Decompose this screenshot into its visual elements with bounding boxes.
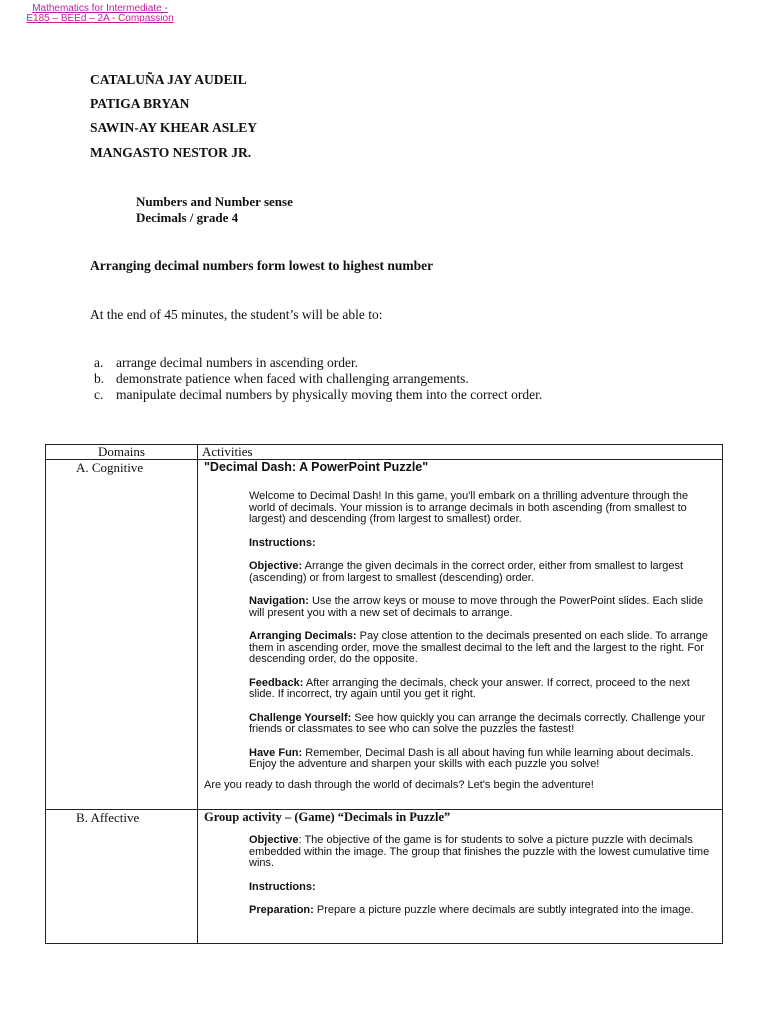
game-intro: Welcome to Decimal Dash! In this game, you'll embark on a thrilling adventure through the world of decimals. Your mission is to arrange decimals in both ascending (from smallest to largest) and descending (from largest to smallest) order. — [249, 490, 689, 525]
preparation-text: Prepare a picture puzzle where decimals are subtly integrated into the image. — [313, 904, 694, 916]
preparation-item — [249, 905, 716, 917]
game-closing: Are you ready to dash through the world of decimals? Let's begin the adventure! — [204, 778, 594, 791]
instruction-text: Use the arrow keys or mouse to move through the PowerPoint slides. Each slide will present you with a new set of decimals to arrange. — [249, 595, 704, 619]
domain-affective: B. Affective — [46, 810, 198, 944]
lesson-title: Arranging decimal numbers form lowest to highest number — [90, 258, 434, 273]
table-row-affective — [46, 810, 723, 944]
author-name: PATIGA BRYAN — [90, 96, 190, 111]
objective-marker: b. — [94, 371, 105, 386]
activity-affective — [198, 810, 723, 944]
instructions-heading: Instructions: — [249, 880, 316, 893]
table-row-cognitive — [46, 460, 723, 810]
game-description — [249, 491, 716, 771]
objective-item — [94, 387, 542, 403]
objective-text: arrange decimal numbers in ascending order. — [116, 355, 359, 370]
instruction-item — [249, 678, 716, 701]
objective-item — [94, 371, 469, 387]
instruction-item — [249, 713, 716, 736]
instruction-label: Arranging Decimals: — [249, 630, 357, 642]
instruction-text: See how quickly you can arrange the decimals correctly. Challenge your friends or classmates to see who can solve the puzzles the fastest! — [249, 711, 706, 735]
course-header-line2[interactable]: E185 – BEEd – 2A - Compassion — [26, 13, 174, 24]
objective-text: manipulate decimal numbers by physically moving them into the correct order. — [116, 387, 543, 402]
preparation-label: Preparation: — [249, 904, 314, 916]
author-name: MANGASTO NESTOR JR. — [90, 145, 252, 160]
author-name: CATALUÑA JAY AUDEIL — [90, 72, 247, 87]
domains-header: Domains — [46, 445, 198, 460]
objective-item — [94, 355, 358, 371]
instruction-label: Navigation: — [249, 595, 309, 607]
course-header — [0, 4, 200, 24]
instruction-label: Feedback: — [249, 676, 304, 689]
instruction-text: Pay close attention to the decimals presented on each slide. To arrange them in ascending order, move the smallest decimal to the left and the largest to the right. For descending order, do the opposite. — [249, 630, 708, 665]
instruction-item — [249, 561, 716, 584]
subject-level: Decimals / grade 4 — [136, 210, 239, 225]
activities-header: Activities — [198, 445, 723, 460]
instruction-item — [249, 748, 716, 771]
table-header-row — [46, 445, 723, 460]
group-activity-description — [249, 835, 716, 917]
instruction-label: Challenge Yourself: — [249, 711, 352, 724]
author-name: SAWIN-AY KHEAR ASLEY — [90, 120, 258, 135]
activities-table — [45, 444, 723, 944]
instruction-item — [249, 596, 716, 619]
activity-cognitive — [198, 460, 723, 810]
objective-label: Objective — [249, 834, 299, 846]
objective-marker: c. — [94, 387, 104, 402]
objective-text: demonstrate patience when faced with challenging arrangements. — [116, 371, 469, 386]
game-title: "Decimal Dash: A PowerPoint Puzzle" — [204, 460, 429, 474]
instruction-text: After arranging the decimals, check your answer. If correct, proceed to the next slide. If incorrect, try again until you get it right. — [249, 676, 690, 700]
instruction-text: Arrange the given decimals in the correct order, either from smallest to largest (ascending) or from largest to smallest (descending) order. — [249, 560, 684, 584]
instructions-heading: Instructions: — [249, 536, 316, 549]
instruction-item — [249, 631, 716, 666]
instruction-label: Have Fun: — [249, 746, 303, 759]
subject-topic: Numbers and Number sense — [136, 194, 293, 209]
domain-cognitive: A. Cognitive — [46, 460, 198, 810]
instruction-label: Objective: — [249, 560, 303, 572]
objectives-intro: At the end of 45 minutes, the student’s will be able to: — [90, 307, 383, 322]
objective-marker: a. — [94, 355, 104, 370]
group-objective — [249, 835, 716, 870]
course-header-line1[interactable]: Mathematics for Intermediate - — [32, 3, 168, 14]
group-activity-title: Group activity – (Game) “Decimals in Puzzle” — [204, 810, 451, 824]
objective-text: : The objective of the game is for students to solve a picture puzzle with decimals embedded within the image. The group that finishes the puzzle with the lowest cumulative time wins. — [249, 834, 710, 869]
instruction-text: Remember, Decimal Dash is all about having fun while learning about decimals. Enjoy the adventure and sharpen your skills with each puzzle you solve! — [249, 746, 694, 770]
